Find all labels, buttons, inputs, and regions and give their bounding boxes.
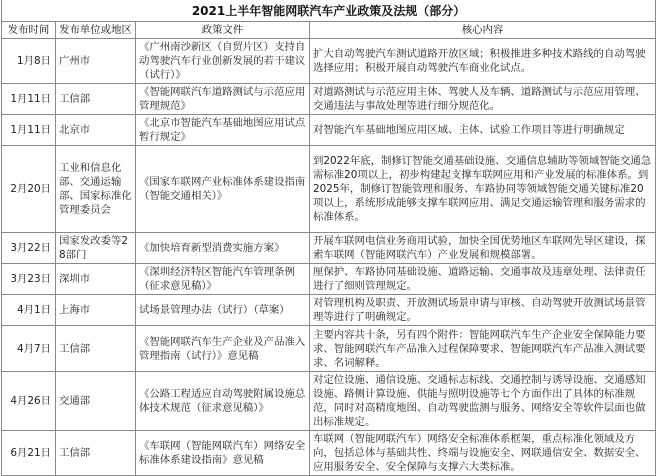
table-row — [2, 146, 656, 233]
cell-unit: 深圳市 — [56, 264, 136, 295]
header-unit: 发布单位或地区 — [56, 22, 136, 39]
cell-date: 3月22日 — [2, 233, 56, 264]
cell-unit: 工信部 — [56, 431, 136, 476]
cell-content: 扩大自动驾驶汽车测试道路开放区域；积极推进多种技术路线的自动驾驶选择应用；积极开展自动驾驶汽车商业化试点。 — [310, 39, 656, 84]
header-date: 发布时间 — [2, 22, 56, 39]
cell-date: 4月26日 — [2, 372, 56, 431]
cell-unit: 国家发改委等28部门 — [56, 233, 136, 264]
table-row — [2, 295, 656, 326]
table-row — [2, 233, 656, 264]
table-row — [2, 39, 656, 84]
cell-unit: 上海市 — [56, 295, 136, 326]
cell-policy: 《智能网联汽车生产企业及产品准入管理指南（试行）》意见稿 — [136, 326, 310, 372]
cell-date: 1月11日 — [2, 115, 56, 146]
cell-content: 对道路测试与示范应用主体、驾驶人及车辆、道路测试与示范应用管理、交通违法与事故处理等进行细分规范化。 — [310, 84, 656, 115]
header-content: 核心内容 — [310, 22, 656, 39]
cell-date: 4月1日 — [2, 295, 56, 326]
table-row — [2, 372, 656, 431]
table-row — [2, 115, 656, 146]
policy-table — [1, 0, 656, 476]
cell-policy: 《加快培育新型消费实施方案》 — [136, 233, 310, 264]
cell-policy: 《公路工程适应自动驾驶附属设施总体技术规范（征求意见稿）》 — [136, 372, 310, 431]
cell-policy: 《国家车联网产业标准体系建设指南（智能交通相关）》 — [136, 146, 310, 233]
cell-unit: 工信部 — [56, 84, 136, 115]
cell-unit: 广州市 — [56, 39, 136, 84]
cell-date: 1月11日 — [2, 84, 56, 115]
cell-policy: 《北京市智能汽车基础地图应用试点暂行规定》 — [136, 115, 310, 146]
cell-content: 主要内容共十条，另有四个附件：智能网联汽车生产企业安全保障能力要求、智能网联汽车产品准入过程保障要求、智能网联汽车产品准入测试要求、名词解释。 — [310, 326, 656, 372]
cell-date: 3月23日 — [2, 264, 56, 295]
table-row — [2, 431, 656, 476]
cell-content: 厘保护、车路协同基础设施、道路运输、交通事故及违章处理、法律责任进行了细则管理规定。 — [310, 264, 656, 295]
cell-content: 对管理机构及职责、开放测试场景申请与审核、自动驾驶开放测试场景管理等进行了明确规定。 — [310, 295, 656, 326]
cell-policy: 《智能网联汽车道路测试与示范应用管理规范》 — [136, 84, 310, 115]
cell-date: 4月7日 — [2, 326, 56, 372]
cell-content: 到2022年底，制修订智能交通基础设施、交通信息辅助等领域智能交通急需标准20项以上，初步构建起支撑车联网应用和产业发展的标准体系。到2025年，制修订智能管理和服务、车路协同等领域智能交通关键标准20项以上，系统形成能够支撑车联网应用、满足交通运输管理和服务需求的标准体系。 — [310, 146, 656, 233]
cell-policy: 试场景管理办法（试行）（草案） — [136, 295, 310, 326]
cell-date: 6月21日 — [2, 431, 56, 476]
cell-content: 对定位设施、通信设施、交通标志标线、交通控制与诱导设施、交通感知设施、路侧计算设施、供能与照明设施等七个方面作出了具体的标准规范，同时对高精度地图、自动驾驶监测与服务、网络安全等软件层面也做出标准规定。 — [310, 372, 656, 431]
cell-policy: 《广州南沙新区（自贸片区）支持自动驾驶汽车行业创新发展的若干建议（试行）》 — [136, 39, 310, 84]
cell-date: 2月20日 — [2, 146, 56, 233]
cell-content: 车联网（智能网联汽车）网络安全标准体系框架，重点标准化领域及方向，包括总体与基础共性、终端与设施安全、网联通信安全、数据安全、应用服务安全、安全保障与支撑六大类标准。 — [310, 431, 656, 476]
cell-policy: 《车联网（智能网联汽车）网络安全标准体系建设指南》意见稿 — [136, 431, 310, 476]
cell-content: 对智能汽车基础地图应用区域、主体、试验工作项目等进行明确规定 — [310, 115, 656, 146]
cell-policy: 《深圳经济特区智能汽车管理条例（征求意见稿）》 — [136, 264, 310, 295]
table-title: 2021上半年智能网联汽车产业政策及法规（部分） — [2, 0, 656, 22]
cell-unit: 工业和信息化部、交通运输部、国家标准化管理委员会 — [56, 146, 136, 233]
table-header-row — [2, 22, 656, 39]
header-policy: 政策文件 — [136, 22, 310, 39]
table-row — [2, 264, 656, 295]
table-title-row — [2, 0, 656, 22]
cell-date: 1月8日 — [2, 39, 56, 84]
cell-unit: 交通部 — [56, 372, 136, 431]
table-row — [2, 326, 656, 372]
table-row — [2, 84, 656, 115]
cell-content: 开展车联网电信业务商用试验，加快全国优势地区车联网先导区建设，探索车联网（智能网联汽车）产业发展和规模部署。 — [310, 233, 656, 264]
cell-unit: 工信部 — [56, 326, 136, 372]
cell-unit: 北京市 — [56, 115, 136, 146]
